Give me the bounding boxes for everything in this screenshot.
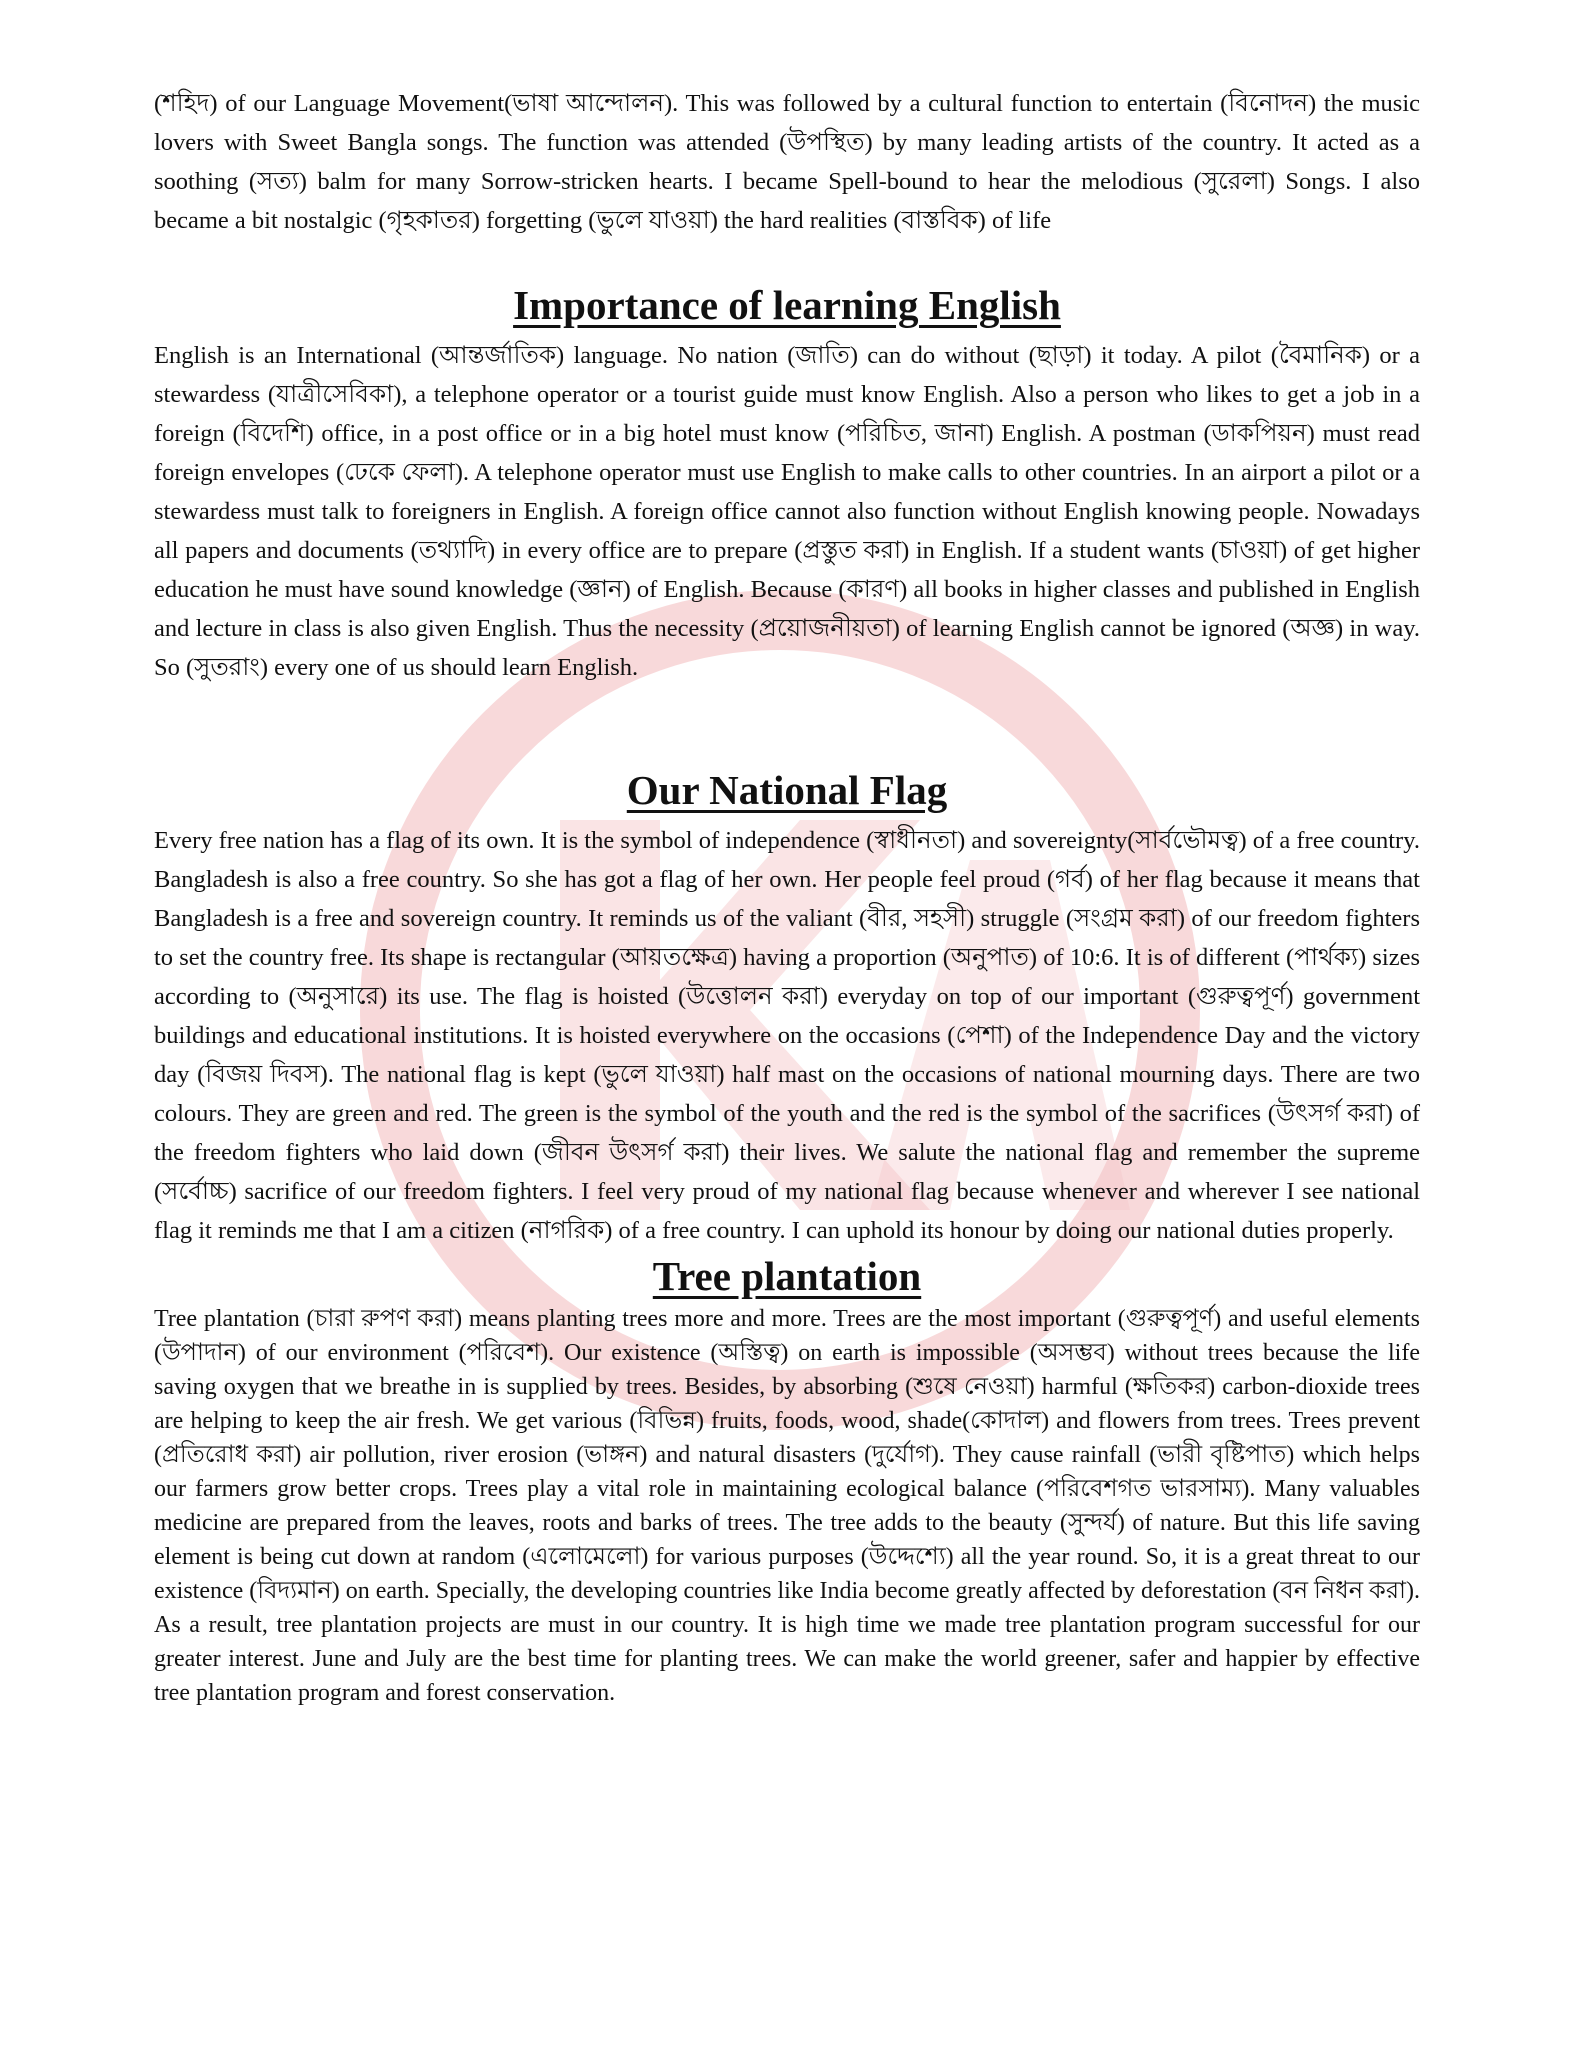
paragraph-tree-plantation: Tree plantation (চারা রুপণ করা) means planting trees more and more. Trees are the most important (গুরুত্বপূর্ণ) and useful elements (উপাদান) of our environment (পরিবেশ). Our existence (অস্তিত্ব) on earth is impossible (অসম্ভব) without trees because the life saving oxygen that we breathe in is supplied by trees. Besides, by absorbing (শুষে নেওয়া) harmful (ক্ষতিকর) carbon-dioxide trees are helping to keep the air fresh. We get various (বিভিন্ন) fruits, foods, wood, shade(কোদাল) and flowers from trees. Trees prevent (প্রতিরোধ করা) air pollution, river erosion (ভাঙ্গন) and natural disasters (দুর্যোগ). They cause rainfall (ভারী বৃষ্টিপাত) which helps our farmers grow better crops. Trees play a vital role in maintaining ecological balance (পরিবেশগত ভারসাম্য). Many valuables medicine are prepared from the leaves, roots and barks of trees. The tree adds to the beauty (সুন্দর্য) of nature. But this life saving element is being cut down at random (এলোমেলো) for various purposes (উদ্দেশ্যে) all the year round. So, it is a great threat to our existence (বিদ্যমান) on earth. Specially, the developing countries like India become greatly affected by deforestation (বন নিধন করা). As a result, tree plantation projects are must in our country. It is high time we made tree plantation program successful for our greater interest. June and July are the best time for planting trees. We can make the world greener, safer and happier by effective tree plantation program and forest conservation. — [154, 1306, 1420, 1706]
heading-importance-of-english: Importance of learning English — [513, 282, 1061, 328]
heading-national-flag: Our National Flag — [626, 767, 948, 813]
paragraph-importance-of-english: English is an International (আন্তর্জাতিক) language. No nation (জাতি) can do without (ছাড়া) it today. A pilot (বৈমানিক) or a stewardess (যাত্রীসেবিকা), a telephone operator or a tourist guide must know English. Also a person who likes to get a job in a foreign (বিদেশি) office, in a post office or in a big hotel must know (পরিচিত, জানা) English. A postman (ডাকপিয়ন) must read foreign envelopes (ঢেকে ফেলা). A telephone operator must use English to make calls to other countries. In an airport a pilot or a stewardess must talk to foreigners in English. A foreign office cannot also function without English knowing people. Nowadays all papers and documents (তথ্যাদি) in every office are to prepare (প্রস্তুত করা) in English. If a student wants (চাওয়া) of get higher education he must have sound knowledge (জ্ঞান) of English. Because (কারণ) all books in higher classes and published in English and lecture in class is also given English. Thus the necessity (প্রয়োজনীয়তা) of learning English cannot be ignored (অজ্ঞ) in way. So (সুতরাং) every one of us should learn English. — [154, 342, 1420, 681]
document-page — [154, 84, 1420, 1710]
paragraph-national-flag: Every free nation has a flag of its own. It is the symbol of independence (স্বাধীনতা) and sovereignty(সার্বভৌমত্ব) of a free country. Bangladesh is also a free country. So she has got a flag of her own. Her people feel proud (গর্ব) of her flag because it means that Bangladesh is a free and sovereign country. It reminds us of the valiant (বীর, সহসী) struggle (সংগ্রম করা) of our freedom fighters to set the country free. Its shape is rectangular (আয়তক্ষেত্র) having a proportion (অনুপাত) of 10:6. It is of different (পার্থক্য) sizes according to (অনুসারে) its use. The flag is hoisted (উত্তোলন করা) everyday on top of our important (গুরুত্বপূর্ণ) government buildings and educational institutions. It is hoisted everywhere on the occasions (পেশা) of the Independence Day and the victory day (বিজয় দিবস). The national flag is kept (ভুলে যাওয়া) half mast on the occasions of national mourning days. There are two colours. They are green and red. The green is the symbol of the youth and the red is the symbol of the sacrifices (উৎসর্গ করা) of the freedom fighters who laid down (জীবন উৎসর্গ করা) their lives. We salute the national flag and remember the supreme (সর্বোচ্চ) sacrifice of our freedom fighters. I feel very proud of my national flag because whenever and wherever I see national flag it reminds me that I am a citizen (নাগরিক) of a free country. I can uphold its honour by doing our national duties properly. — [154, 827, 1420, 1244]
intro-paragraph: (শহিদ) of our Language Movement(ভাষা আন্দোলন). This was followed by a cultural function to entertain (বিনোদন) the music lovers with Sweet Bangla songs. The function was attended (উপস্থিত) by many leading artists of the country. It acted as a soothing (সত্য) balm for many Sorrow-stricken hearts. I became Spell-bound to hear the melodious (সুরেলা) Songs. I also became a bit nostalgic (গৃহকাতর) forgetting (ভুলে যাওয়া) the hard realities (বাস্তবিক) of life — [154, 90, 1420, 234]
heading-tree-plantation: Tree plantation — [652, 1253, 922, 1299]
